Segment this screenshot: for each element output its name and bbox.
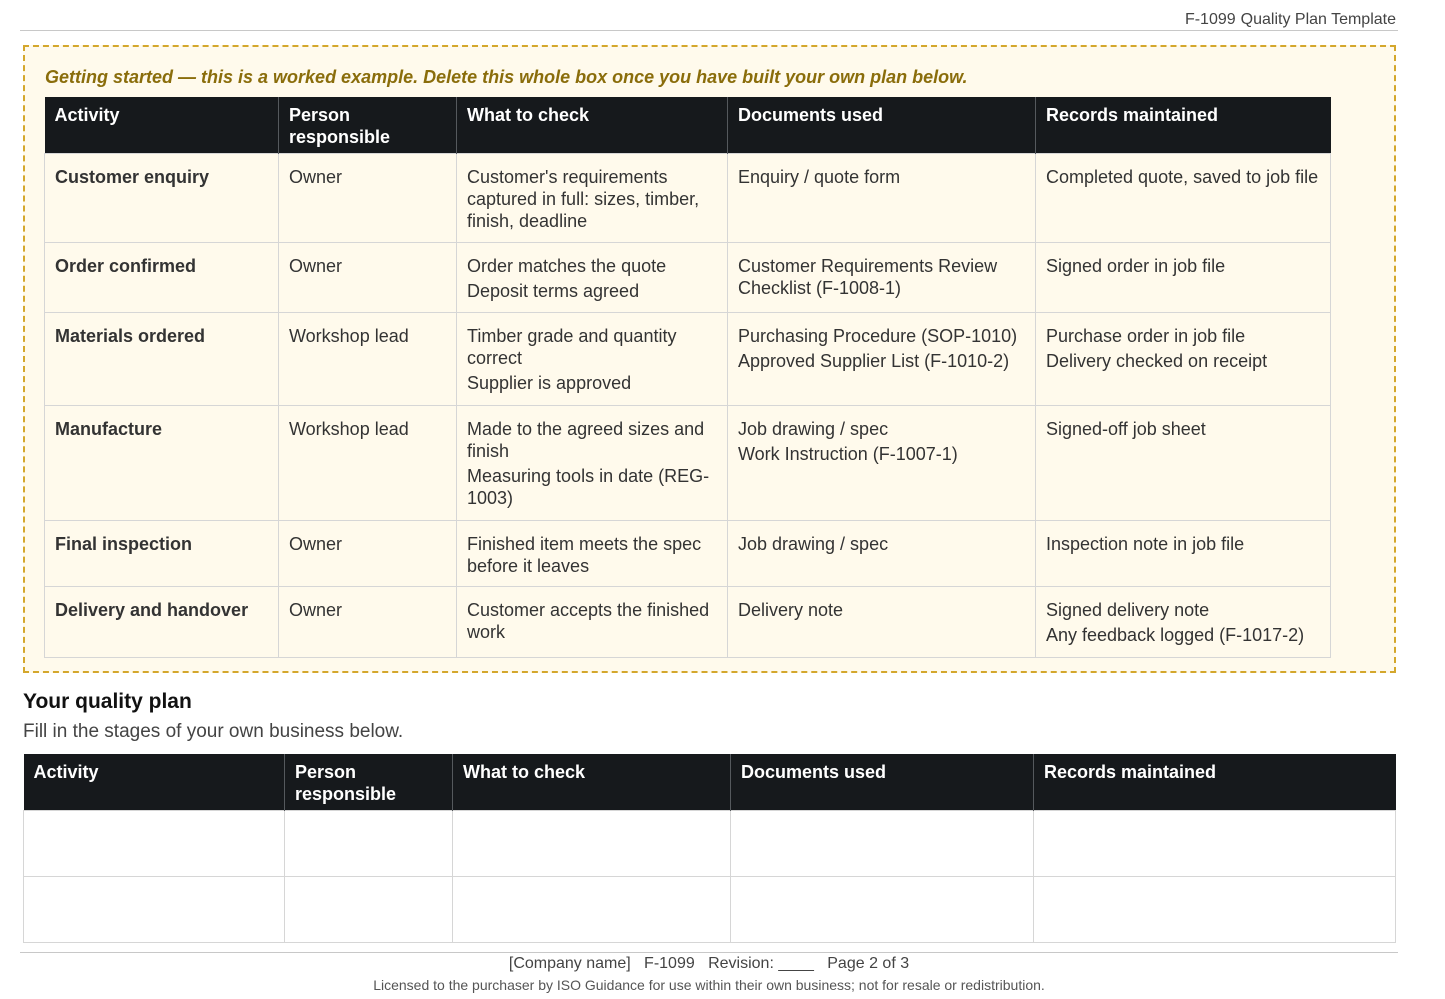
- cell-line: Any feedback logged (F-1017-2): [1046, 624, 1305, 645]
- activity-cell: Delivery and handover: [45, 586, 279, 657]
- cell-line: Job drawing / spec: [738, 418, 889, 439]
- records-cell: [1036, 242, 1331, 312]
- activity-cell: Manufacture: [45, 405, 279, 520]
- cell-line: Deposit terms agreed: [467, 280, 640, 301]
- records-cell: [1036, 520, 1331, 586]
- plan-records-cell[interactable]: [1034, 810, 1396, 876]
- table-row: [45, 242, 1331, 312]
- cell-line: Delivery checked on receipt: [1046, 350, 1268, 371]
- cell-line: Finished item meets the spec before it leaves: [467, 533, 702, 576]
- cell-line: Purchase order in job file: [1046, 325, 1246, 346]
- worked-example-box: [23, 45, 1396, 673]
- records-cell: [1036, 405, 1331, 520]
- plan-table-row: [24, 876, 1396, 942]
- cell-line: Signed order in job file: [1046, 255, 1226, 276]
- cell-line: Made to the agreed sizes and finish: [467, 418, 705, 461]
- check-cell: [457, 586, 728, 657]
- cell-line: Signed-off job sheet: [1046, 418, 1206, 439]
- page-footer: [20, 952, 1398, 993]
- person-cell: Owner: [279, 242, 457, 312]
- column-header-records: Records maintained: [1036, 97, 1331, 153]
- cell-line: Job drawing / spec: [738, 533, 889, 554]
- worked-example-header-row: [45, 97, 1331, 153]
- records-cell: [1036, 153, 1331, 242]
- table-row: [45, 312, 1331, 405]
- activity-cell: Final inspection: [45, 520, 279, 586]
- column-header-documents: Documents used: [728, 97, 1036, 153]
- cell-line: Customer's requirements captured in full: sizes, timber, finish, deadline: [467, 166, 700, 231]
- cell-line: Delivery note: [738, 599, 844, 620]
- table-row: [45, 405, 1331, 520]
- form-code: F-1099: [1184, 11, 1236, 28]
- plan-subheading: Fill in the stages of your own business below.: [23, 721, 404, 742]
- cell-line: Customer accepts the finished work: [467, 599, 710, 642]
- license-notice: Licensed to the purchaser by ISO Guidance for use within their own business; not for resale or redistribution.: [373, 977, 1045, 993]
- plan-records-cell[interactable]: [1034, 876, 1396, 942]
- records-cell: [1036, 586, 1331, 657]
- activity-cell: Materials ordered: [45, 312, 279, 405]
- cell-line: Measuring tools in date (REG-1003): [467, 465, 710, 508]
- plan-column-header-records: Records maintained: [1034, 754, 1396, 810]
- documents-cell: [728, 520, 1036, 586]
- plan-activity-cell[interactable]: [24, 876, 285, 942]
- column-header-person: Person responsible: [279, 97, 457, 153]
- plan-column-header-person: Person responsible: [285, 754, 453, 810]
- documents-cell: [728, 153, 1036, 242]
- records-cell: [1036, 312, 1331, 405]
- plan-documents-cell[interactable]: [731, 810, 1034, 876]
- plan-column-header-activity: Activity: [24, 754, 285, 810]
- cell-line: Purchasing Procedure (SOP-1010): [738, 325, 1018, 346]
- cell-line: Work Instruction (F-1007-1): [738, 443, 958, 464]
- worked-example-table: [44, 97, 1331, 658]
- plan-heading: Your quality plan: [23, 690, 192, 713]
- table-row: [45, 586, 1331, 657]
- documents-cell: [728, 242, 1036, 312]
- cell-line: Signed delivery note: [1046, 599, 1210, 620]
- plan-column-header-documents: Documents used: [731, 754, 1034, 810]
- worked-example-title: Getting started — this is a worked example. Delete this whole box once you have built your own plan below.: [45, 67, 968, 87]
- plan-documents-cell[interactable]: [731, 876, 1034, 942]
- page-header: [20, 0, 1398, 31]
- person-cell: Owner: [279, 520, 457, 586]
- cell-line: Order matches the quote: [467, 255, 667, 276]
- cell-line: Customer Requirements Review Checklist (F-1008-1): [738, 255, 998, 298]
- cell-line: Approved Supplier List (F-1010-2): [738, 350, 1010, 371]
- check-cell: [457, 520, 728, 586]
- check-cell: [457, 242, 728, 312]
- plan-table-row: [24, 810, 1396, 876]
- documents-cell: [728, 405, 1036, 520]
- documents-cell: [728, 312, 1036, 405]
- column-header-check: What to check: [457, 97, 728, 153]
- cell-line: Completed quote, saved to job file: [1046, 166, 1319, 187]
- table-row: [45, 153, 1331, 242]
- form-title: Quality Plan Template: [1240, 11, 1396, 28]
- cell-line: Supplier is approved: [467, 372, 632, 393]
- plan-header-row: [24, 754, 1396, 810]
- check-cell: [457, 405, 728, 520]
- activity-cell: Customer enquiry: [45, 153, 279, 242]
- check-cell: [457, 153, 728, 242]
- documents-cell: [728, 586, 1036, 657]
- person-cell: Owner: [279, 153, 457, 242]
- check-cell: [457, 312, 728, 405]
- plan-column-header-check: What to check: [453, 754, 731, 810]
- footer-line: [Company name] F-1099 Revision: ____ Page 2 of 3: [508, 955, 910, 972]
- plan-person-cell[interactable]: [285, 810, 453, 876]
- document-reference: [1180, 11, 1396, 29]
- cell-line: Timber grade and quantity correct: [467, 325, 677, 368]
- person-cell: Owner: [279, 586, 457, 657]
- plan-activity-cell[interactable]: [24, 810, 285, 876]
- plan-check-cell[interactable]: [453, 810, 731, 876]
- cell-line: Inspection note in job file: [1046, 533, 1245, 554]
- cell-line: Enquiry / quote form: [738, 166, 901, 187]
- person-cell: Workshop lead: [279, 405, 457, 520]
- table-row: [45, 520, 1331, 586]
- plan-person-cell[interactable]: [285, 876, 453, 942]
- plan-check-cell[interactable]: [453, 876, 731, 942]
- person-cell: Workshop lead: [279, 312, 457, 405]
- column-header-activity: Activity: [45, 97, 279, 153]
- quality-plan-table: [23, 754, 1396, 943]
- activity-cell: Order confirmed: [45, 242, 279, 312]
